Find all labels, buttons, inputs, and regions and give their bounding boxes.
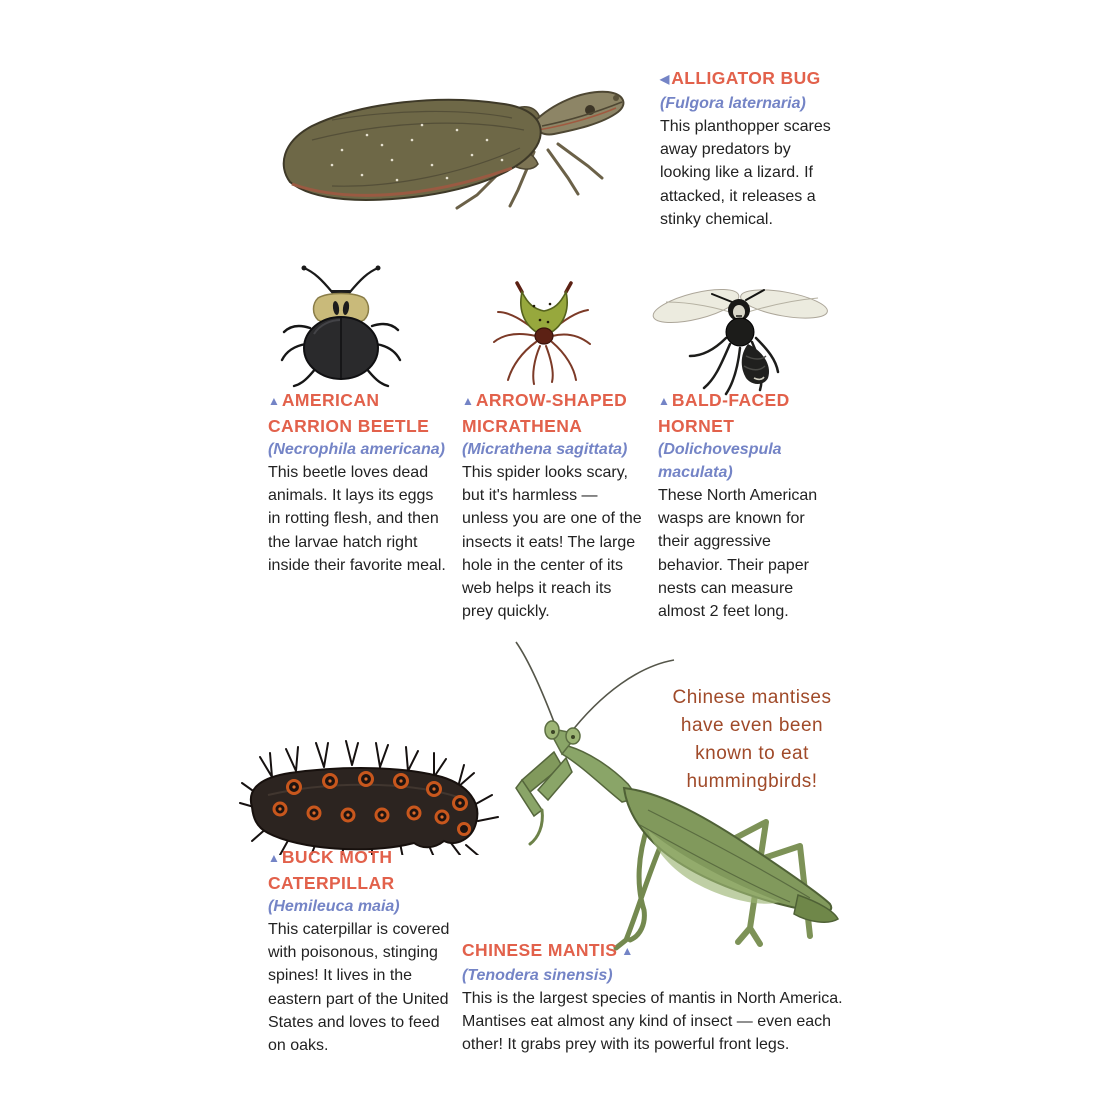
note-line: hummingbirds! (686, 771, 818, 792)
entry-micrathena-title (462, 388, 646, 438)
entry-title-text: AMERICAN CARRION BEETLE (268, 390, 430, 436)
buck-moth-caterpillar-illustration (238, 715, 500, 855)
entry-alligator-bug-title (660, 66, 842, 92)
entry-alligator-bug (660, 66, 842, 231)
note-line: have even been (680, 715, 824, 736)
species-name: (Micrathena sagittata) (462, 441, 628, 458)
species-name: (Necrophila americana) (268, 441, 445, 458)
entry-title-text: CHINESE MANTIS (462, 940, 618, 960)
entry-chinese-mantis (462, 938, 854, 1057)
left-arrow-icon: ◀ (660, 72, 670, 86)
entry-hornet (658, 388, 838, 623)
entry-buck-moth (268, 845, 453, 1057)
entry-description: This planthopper scares away predators by looking like a lizard. If attacked, it releases a stinky chemical. (660, 118, 831, 228)
up-arrow-icon: ▲ (621, 944, 634, 958)
species-name: (Dolichovespula maculata) (658, 441, 782, 481)
entry-chinese-mantis-title (462, 938, 854, 964)
entry-carrion-beetle-title (268, 388, 446, 438)
entry-title-text: ARROW-SHAPED MICRATHENA (462, 390, 628, 436)
note-line: Chinese mantises (672, 687, 832, 708)
entry-description: This caterpillar is covered with poisonous, stinging spines! It lives in the eastern part of the United States and loves to feed on oaks. (268, 921, 450, 1055)
micrathena-illustration (488, 276, 600, 390)
alligator-bug-icon (272, 70, 632, 220)
entry-title-text: BUCK MOTH CATERPILLAR (268, 847, 395, 893)
entry-micrathena (462, 388, 646, 623)
carrion-beetle-illustration (276, 260, 406, 388)
entry-description: These North American wasps are known for their aggressive behavior. Their paper nests can measure almost 2 feet long. (658, 487, 818, 621)
entry-description: This spider looks scary, but it's harmless — unless you are one of the insects it eats! The large hole in the center of its web helps it reach its prey quickly. (462, 464, 642, 621)
hornet-icon (652, 264, 828, 396)
entry-buck-moth-title (268, 845, 453, 895)
up-arrow-icon: ▲ (658, 394, 670, 408)
entry-carrion-beetle (268, 388, 446, 577)
buck-moth-caterpillar-icon (238, 715, 500, 855)
carrion-beetle-icon (276, 260, 406, 388)
handwritten-note (656, 684, 848, 796)
entry-title-text: BALD-FACED HORNET (658, 390, 790, 436)
up-arrow-icon: ▲ (268, 851, 280, 865)
hornet-illustration (652, 264, 828, 396)
species-name: (Tenodera sinensis) (462, 967, 613, 984)
micrathena-icon (488, 276, 600, 390)
entry-description: This beetle loves dead animals. It lays its eggs in rotting flesh, and then the larvae hatch right inside their favorite meal. (268, 464, 446, 574)
entry-hornet-title (658, 388, 838, 438)
entry-title-text: ALLIGATOR BUG (671, 68, 821, 88)
alligator-bug-illustration (272, 70, 632, 220)
species-name: (Fulgora laternaria) (660, 95, 806, 112)
species-name: (Hemileuca maia) (268, 898, 400, 915)
up-arrow-icon: ▲ (268, 394, 280, 408)
note-line: known to eat (695, 743, 809, 764)
up-arrow-icon: ▲ (462, 394, 474, 408)
entry-description: This is the largest species of mantis in North America. Mantises eat almost any kind of insect — even each other! It grabs prey with its powerful front legs. (462, 990, 843, 1054)
